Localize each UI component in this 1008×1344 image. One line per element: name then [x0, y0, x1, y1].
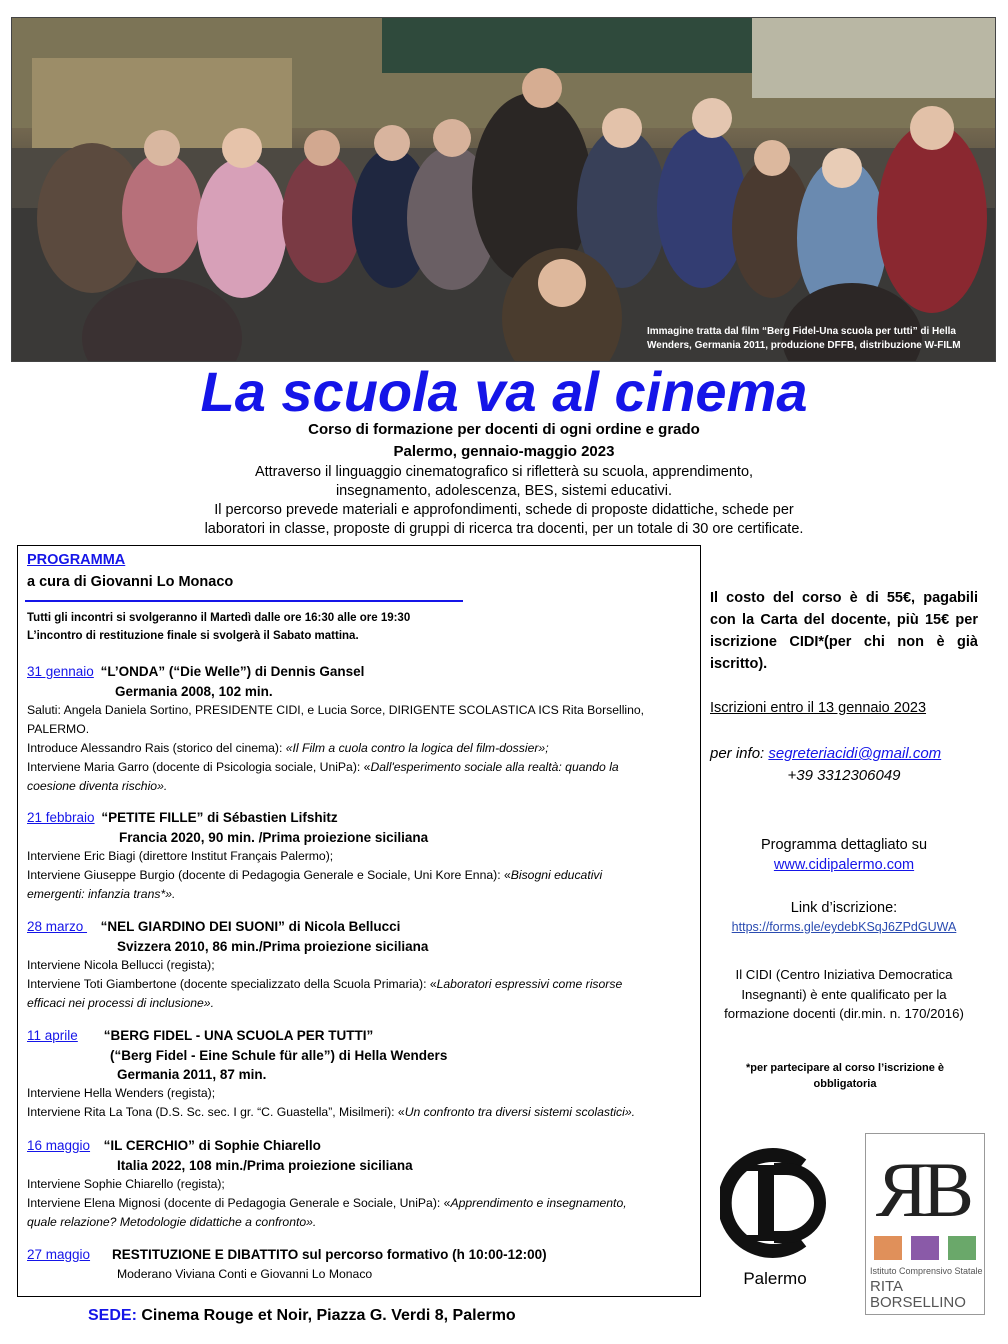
- event-title: “L’ONDA” (“Die Welle”) di Dennis Gansel: [100, 664, 365, 679]
- program-event: [27, 662, 691, 796]
- event-details: Germania 2011, 87 min.: [117, 1067, 267, 1082]
- classroom-photo-illustration: [12, 18, 996, 362]
- registration-link-label: Link d’iscrizione:: [790, 900, 898, 916]
- cidi-description: Il CIDI (Centro Iniziativa Democratica Insegnanti) è ente qualificato per la formazione docenti (dir.min. n. 170/2016): [724, 967, 964, 1021]
- program-event: [27, 1136, 691, 1232]
- venue-text: Cinema Rouge et Noir, Piazza G. Verdi 8, Palermo: [136, 1307, 516, 1324]
- event-talk-title: coesione diventa rischio».: [27, 779, 168, 793]
- program-link-label: Programma dettagliato su: [760, 837, 928, 853]
- event-details: Italia 2022, 108 min./Prima proiezione siciliana: [117, 1158, 413, 1173]
- email-link[interactable]: segreteriacidi@gmail.com: [768, 745, 942, 762]
- event-talk-title: Un confronto tra diversi sistemi scolastici».: [404, 1105, 636, 1119]
- divider: [25, 600, 463, 602]
- event-title: “PETITE FILLE” di Sébastien Lifshitz: [101, 810, 338, 825]
- event-date[interactable]: 31 gennaio: [27, 664, 94, 679]
- course-description-line: Attraverso il linguaggio cinematografico si rifletterà su scuola, apprendimento,: [254, 464, 754, 480]
- event-title: “BERG FIDEL - UNA SCUOLA PER TUTTI”: [103, 1028, 374, 1043]
- event-line: Interviene Eric Biagi (direttore Institut Français Palermo);: [27, 849, 334, 863]
- event-line: Interviene Rita La Tona (D.S. Sc. sec. I gr. “C. Guastella”, Misilmeri): «: [27, 1105, 405, 1119]
- program-event: [27, 917, 691, 1013]
- cidi-logo-text: Palermo: [743, 1269, 807, 1288]
- event-line: Interviene Maria Garro (docente di Psicologia sociale, UniPa): «: [27, 760, 371, 774]
- event-details: Svizzera 2010, 86 min./Prima proiezione siciliana: [117, 939, 429, 954]
- registration-deadline: Iscrizioni entro il 13 gennaio 2023: [710, 700, 927, 716]
- event-talk-title: quale relazione? Metodologie didattiche a confronto».: [27, 1215, 317, 1229]
- event-line: Moderano Viviana Conti e Giovanni Lo Monaco: [117, 1267, 373, 1281]
- rb-logo-line3: BORSELLINO: [870, 1294, 966, 1311]
- course-dates: Palermo, gennaio-maggio 2023: [393, 443, 615, 460]
- svg-text:B: B: [922, 1146, 975, 1233]
- program-event: [27, 1026, 691, 1122]
- contact-info: [710, 745, 978, 762]
- event-talk-title: Apprendimento e insegnamento,: [450, 1196, 627, 1210]
- venue-label: SEDE:: [88, 1307, 137, 1324]
- header-photo: [11, 17, 996, 362]
- program-heading[interactable]: PROGRAMMA: [27, 552, 126, 568]
- event-title: RESTITUZIONE E DIBATTITO sul percorso formativo (h 10:00-12:00): [112, 1247, 547, 1262]
- event-line: Introduce Alessandro Rais (storico del cinema):: [27, 741, 286, 755]
- venue: [88, 1307, 516, 1325]
- svg-text:R: R: [875, 1146, 928, 1233]
- event-line: Saluti: Angela Daniela Sortino, PRESIDENTE CIDI, e Lucia Sorce, DIRIGENTE SCOLASTICA ICS Rita Borsellino,: [27, 703, 645, 717]
- rb-logo-line2: RITA: [870, 1278, 904, 1295]
- event-line: Interviene Giuseppe Burgio (docente di Pedagogia Generale e Sociale, Uni Kore Enna): «: [27, 868, 511, 882]
- event-date[interactable]: 28 marzo: [27, 919, 88, 934]
- phone-number: +39 3312306049: [787, 767, 901, 784]
- event-date[interactable]: 16 maggio: [27, 1138, 91, 1153]
- event-line: Interviene Sophie Chiarello (regista);: [27, 1177, 225, 1191]
- event-line: Interviene Nicola Bellucci (regista);: [27, 958, 215, 972]
- course-description-line: laboratori in classe, proposte di gruppi di ricerca tra docenti, per un totale di 30 ore certificate.: [204, 521, 804, 537]
- page-title: La scuola va al cinema: [200, 360, 808, 423]
- website-link[interactable]: www.cidipalermo.com: [773, 857, 915, 873]
- course-subtitle: Corso di formazione per docenti di ogni ordine e grado: [308, 421, 700, 438]
- event-line: Interviene Hella Wenders (regista);: [27, 1086, 216, 1100]
- program-event: [27, 1245, 691, 1284]
- event-line: Interviene Elena Mignosi (docente di Pedagogia Generale e Sociale, UniPa): «: [27, 1196, 451, 1210]
- rb-monogram-icon: [866, 1134, 984, 1264]
- registration-footnote: *per partecipare al corso l’iscrizione è obbligatoria: [745, 1062, 945, 1090]
- event-date[interactable]: 11 aprile: [27, 1028, 78, 1043]
- course-cost: Il costo del corso è di 55€, pagabili con la Carta del docente, più 15€ per iscrizione CIDI*(per chi non è già iscritto).: [710, 590, 978, 672]
- schedule-note: Tutti gli incontri si svolgeranno il Martedì dalle ore 16:30 alle ore 19:30: [27, 612, 411, 624]
- event-details: Francia 2020, 90 min. /Prima proiezione siciliana: [119, 830, 429, 845]
- cidi-logo: [720, 1143, 830, 1293]
- info-label: per info:: [710, 745, 769, 762]
- event-date[interactable]: 27 maggio: [27, 1247, 91, 1262]
- event-line: PALERMO.: [27, 722, 90, 736]
- schedule-note: L’incontro di restituzione finale si svolgerà il Sabato mattina.: [27, 630, 359, 642]
- rb-school-logo: [865, 1133, 985, 1315]
- program-event: [27, 808, 691, 904]
- program-curator: a cura di Giovanni Lo Monaco: [27, 574, 234, 590]
- event-title: “NEL GIARDINO DEI SUONI” di Nicola Bellucci: [100, 919, 401, 934]
- program-box: [17, 545, 701, 1297]
- course-description-line: Il percorso prevede materiali e approfondimenti, schede di proposte didattiche, schede per: [214, 502, 794, 518]
- event-title: “IL CERCHIO” di Sophie Chiarello: [103, 1138, 321, 1153]
- cidi-emblem-icon: [720, 1143, 830, 1263]
- event-line: Interviene Toti Giambertone (docente specializzato della Scuola Primaria): «: [27, 977, 437, 991]
- rb-logo-line1: Istituto Comprensivo Statale: [870, 1266, 983, 1276]
- registration-form-link[interactable]: https://forms.gle/eydebKSqJ6ZPdGUWA: [731, 920, 957, 934]
- event-talk-title: Bisogni educativi: [510, 868, 603, 882]
- event-title-original: (“Berg Fidel - Eine Schule für alle”) di Hella Wenders: [110, 1048, 448, 1063]
- photo-caption: Immagine tratta dal film “Berg Fidel-Una scuola per tutti” di Hella Wenders, Germania 2011, produzione DFFB, distribuzione W-FILM: [647, 326, 961, 351]
- event-talk-title: emergenti: infanzia trans*».: [27, 887, 176, 901]
- event-talk-title: efficaci nei processi di inclusione».: [27, 996, 214, 1010]
- event-date[interactable]: 21 febbraio: [27, 810, 95, 825]
- course-description-line: insegnamento, adolescenza, BES, sistemi educativi.: [335, 483, 673, 499]
- event-details: Germania 2008, 102 min.: [115, 684, 273, 699]
- event-talk-title: Dall'esperimento sociale alla realtà: quando la: [370, 760, 619, 774]
- event-talk-title: «Il Film a cuola contro la logica del film-dossier»;: [285, 741, 549, 755]
- event-talk-title: Laboratori espressivi come risorse: [436, 977, 623, 991]
